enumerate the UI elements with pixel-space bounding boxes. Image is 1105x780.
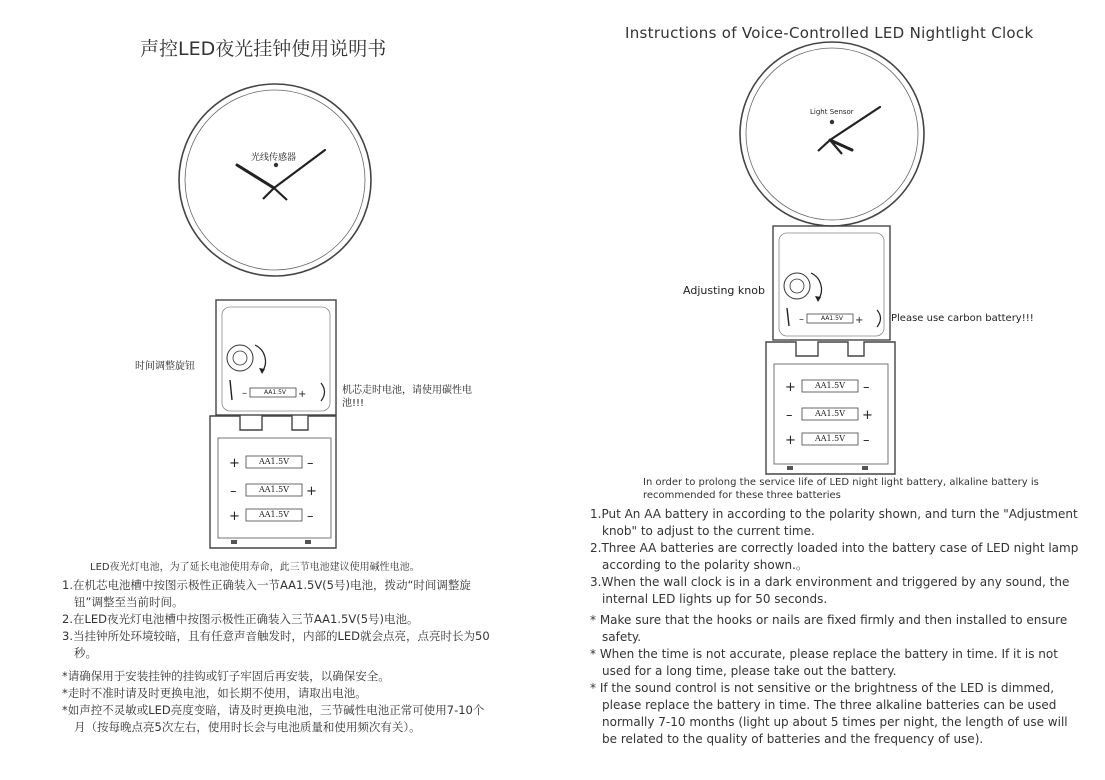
page-title-cn: 声控LED夜光挂钟使用说明书: [140, 38, 387, 60]
note-1-cn: *请确保用于安装挂钟的挂钩或钉子牢固后再安装，以确保安全。: [62, 669, 390, 683]
note-1-en: * Make sure that the hooks or nails are fixed firmly and then installed to ensure safety.: [590, 613, 1068, 644]
svg-text:+: +: [229, 456, 240, 471]
note-2-en: * When the time is not accurate, please replace the battery in time. If it is not used for a long time, please take out the battery.: [590, 647, 1058, 678]
battery-label-led-3-cn: AA1.5V: [258, 510, 290, 519]
svg-text:+: +: [785, 433, 796, 448]
svg-text:–: –: [799, 314, 804, 325]
movement-box-cn: [216, 300, 336, 415]
svg-text:–: –: [307, 456, 314, 471]
svg-text:+: +: [862, 408, 873, 423]
svg-text:+: +: [785, 380, 796, 395]
adjusting-knob-label-en: Adjusting knob: [683, 284, 765, 297]
step-1-en: 1.Put An AA battery in according to the polarity shown, and turn the "Adjustment knob" to adjust to the current time.: [590, 507, 1078, 538]
step-2-cn: 2.在LED夜光灯电池槽中按图示极性正确装入三节AA1.5V(5号)电池。: [62, 612, 419, 626]
adjusting-knob-label-cn: 时间调整旋钮: [135, 361, 195, 372]
svg-text:+: +: [298, 389, 307, 400]
battery-label-led-3-en: AA1.5V: [814, 434, 846, 443]
light-sensor-icon: [274, 163, 278, 167]
led-battery-box-en: [766, 342, 895, 474]
steps-en: [590, 506, 1080, 748]
battery-label-led-2-cn: AA1.5V: [258, 485, 290, 494]
carbon-battery-note-cn: 机芯走时电池，请使用碳性电池!!!: [342, 385, 472, 409]
note-3-en: * If the sound control is not sensitive or the brightness of the LED is dimmed, please replace the battery in time. The three alkaline batteries can be used normally 7-10 months (light up about 5 times per night, the length of use will be related to the quality of batteries and the frequency of use).: [590, 681, 1068, 746]
light-sensor-label-cn: 光线传感器: [251, 153, 297, 163]
clock-face-cn: [179, 84, 371, 276]
clock-face-en: [740, 42, 924, 226]
battery-label-movement-en: AA1.5V: [820, 315, 844, 322]
battery-label-led-1-cn: AA1.5V: [258, 457, 290, 466]
svg-text:+: +: [855, 315, 864, 326]
svg-text:+: +: [229, 509, 240, 524]
svg-text:–: –: [242, 388, 247, 399]
movement-box-en: [773, 226, 890, 340]
led-battery-note-cn: LED夜光灯电池，为了延长电池使用寿命，此三节电池建议使用碱性电池。: [90, 562, 420, 573]
light-sensor-icon: [830, 120, 834, 124]
svg-text:+: +: [306, 484, 317, 499]
svg-text:–: –: [863, 380, 870, 395]
led-battery-note-en: In order to prolong the service life of LED night light battery, alkaline battery is recommended for these three batteries: [643, 477, 1039, 501]
battery-label-led-1-en: AA1.5V: [814, 381, 846, 390]
svg-text:–: –: [307, 509, 314, 524]
steps-cn: [62, 577, 492, 736]
battery-label-led-2-en: AA1.5V: [814, 409, 846, 418]
step-3-cn: 3.当挂钟所处环境较暗，且有任意声音触发时，内部的LED就会点亮，点亮时长为50秒。: [62, 629, 490, 660]
svg-text:–: –: [230, 484, 237, 499]
svg-text:–: –: [786, 408, 793, 423]
led-battery-box-cn: [210, 416, 336, 548]
battery-label-movement-cn: AA1.5V: [263, 389, 287, 396]
page-title-en: Instructions of Voice-Controlled LED Nightlight Clock: [625, 24, 1034, 42]
svg-text:–: –: [863, 433, 870, 448]
step-3-en: 3.When the wall clock is in a dark environment and triggered by any sound, the internal LED lights up for 50 seconds.: [590, 575, 1070, 606]
note-2-cn: *走时不准时请及时更换电池，如长期不使用，请取出电池。: [62, 686, 367, 700]
note-3-cn: *如声控不灵敏或LED亮度变暗，请及时更换电池，三节碱性电池正常可使用7-10个月（按每晚点亮5次左右，使用时长会与电池质量和使用频次有关）。: [62, 703, 485, 734]
step-1-cn: 1.在机芯电池槽中按图示极性正确装入一节AA1.5V(5号)电池，拨动“时间调整旋钮”调整至当前时间。: [62, 578, 471, 609]
carbon-battery-note-en: Please use carbon battery!!!: [891, 313, 1034, 324]
step-2-en: 2.Three AA batteries are correctly loaded into the battery case of LED night lamp according to the polarity shown.。: [590, 541, 1079, 572]
light-sensor-label-en: Light Sensor: [810, 108, 854, 116]
